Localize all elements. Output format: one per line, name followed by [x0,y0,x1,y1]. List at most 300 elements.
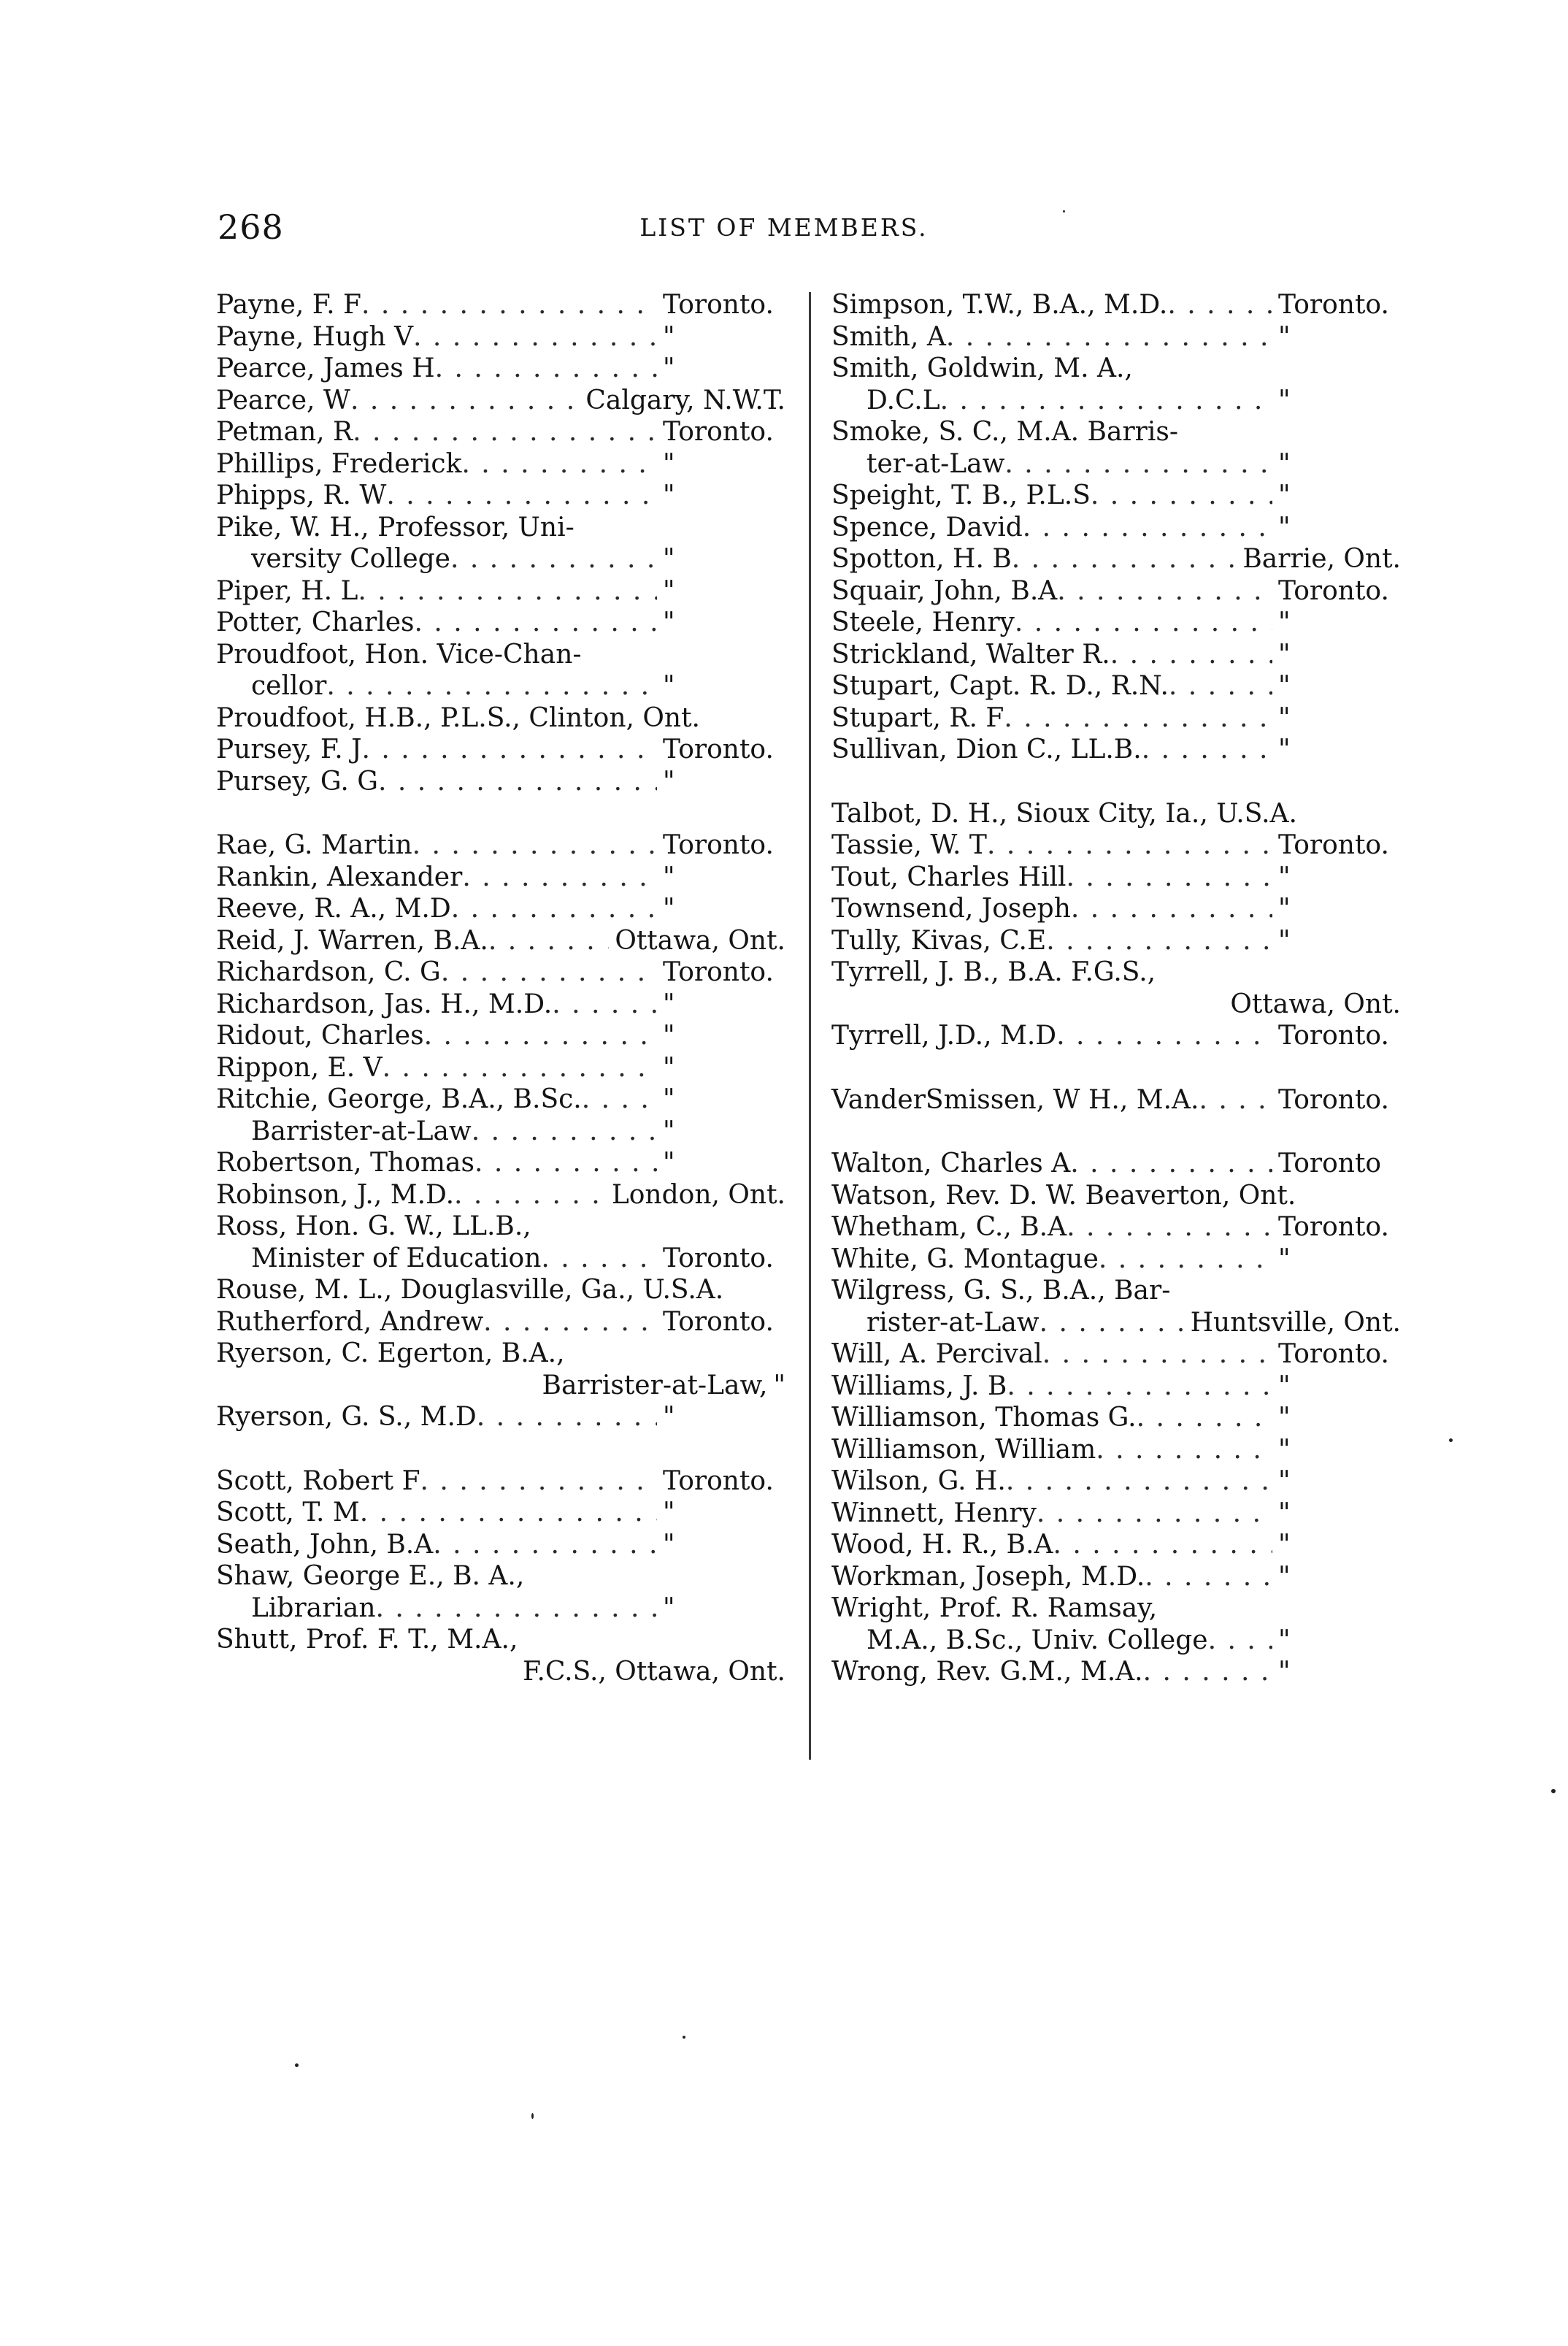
dot-leader [474,1147,657,1179]
dot-leader [376,1592,657,1625]
member-entry [831,670,1401,702]
member-name: Reeve, R. A., M.D [216,894,451,924]
member-name: Pursey, F. J [216,735,362,764]
member-entry [831,957,1401,989]
member-location: " [1278,448,1291,479]
dot-leader [1167,289,1272,321]
member-entry [831,862,1401,894]
member-location: " [663,1052,675,1083]
dot-leader [1053,1529,1272,1561]
section-gap [216,1433,785,1465]
member-entry [216,385,785,417]
dot-leader [477,1401,657,1433]
member-entry [216,1243,785,1275]
member-name: Reid, J. Warren, B.A. [216,925,488,956]
member-location: " [663,1529,675,1560]
member-location: " [1278,862,1291,892]
member-name: Tully, Kivas, C.E [831,925,1047,956]
member-name: Tassie, W. T [831,830,987,860]
member-name: cellor [251,671,327,701]
member-entry [216,1211,785,1243]
member-entry [831,1434,1401,1466]
dot-leader [1170,1275,1401,1307]
section-gap [216,797,785,829]
dot-leader [1004,448,1272,480]
member-location: " [1278,671,1291,701]
member-entry [216,766,785,798]
member-entry [831,289,1401,321]
member-entry [216,639,785,671]
dot-leader [1110,639,1272,671]
member-location: London, Ont. [611,1179,785,1210]
member-entry [216,1306,785,1338]
member-location: " [663,448,675,479]
dot-leader [518,1624,785,1656]
member-name: Steele, Henry [831,607,1015,637]
member-location: " [663,894,675,924]
member-name: Piper, H. L [216,575,358,606]
member-name: Ryerson, G. S., M.D [216,1402,477,1432]
member-name: Talbot, D. H., Sioux City, Ia., U.S.A. [831,798,1297,829]
member-name: Walton, Charles A [831,1149,1071,1178]
member-name: Wright, Prof. R. Ramsay, [831,1593,1158,1623]
members-column-left [216,289,785,1687]
scan-speck [1449,1438,1453,1442]
member-location: " [663,671,675,701]
member-name: Barrister-at-Law, [542,1370,768,1400]
dot-leader [454,1179,606,1211]
member-name: Proudfoot, Hon. Vice-Chan- [216,639,582,670]
scan-speck [1551,1789,1556,1793]
member-name: Ross, Hon. G. W., LL.B., [216,1211,531,1241]
member-entry [216,1052,785,1084]
member-entry [831,321,1401,353]
member-name: Williamson, William [831,1434,1096,1465]
dot-leader [1156,957,1401,989]
dot-leader [1296,1180,1401,1212]
member-entry [216,925,785,957]
dot-leader [1046,925,1272,957]
member-name: Payne, F. F [216,290,362,320]
member-name: Stupart, Capt. R. D., R.N. [831,671,1169,701]
member-name: Phillips, Frederick [216,448,462,479]
dot-leader [1006,1465,1272,1498]
member-entry [831,1084,1401,1116]
dot-leader [1199,1084,1272,1116]
member-name: Will, A. Percival [831,1339,1042,1369]
dot-leader [987,829,1272,862]
member-location: Toronto. [663,1465,774,1496]
dot-leader [360,1497,657,1529]
member-name: Seath, John, B.A [216,1529,434,1560]
dot-leader [1056,1020,1272,1052]
member-entry [831,353,1401,385]
member-location: " [663,1498,675,1527]
member-entry [831,1402,1401,1434]
member-name: Stupart, R. F [831,702,1004,733]
member-entry [831,385,1401,417]
member-entry [216,353,785,385]
dot-leader [386,480,657,512]
member-entry [216,1179,785,1211]
dot-leader [1039,1307,1185,1339]
members-column-right [831,289,1401,1688]
member-location: Toronto. [1278,290,1389,320]
dot-leader [1037,1498,1272,1530]
member-entry [831,639,1401,671]
member-location: " [663,766,675,797]
member-name: Barrister-at-Law [251,1116,472,1146]
dot-leader [413,321,657,353]
dot-leader [461,448,657,480]
member-entry [216,862,785,894]
dot-leader [483,1306,657,1338]
member-entry [831,989,1401,1021]
member-entry [216,734,785,766]
member-entry [831,1625,1401,1657]
member-entry [831,734,1401,766]
member-location: " [1278,1625,1291,1655]
member-location: Toronto. [1278,1339,1389,1369]
member-location: Toronto. [1278,575,1389,606]
member-location: " [663,1148,675,1178]
dot-leader [488,925,609,957]
dot-leader [946,321,1272,353]
dot-leader [582,639,785,671]
member-location: " [773,1370,785,1400]
member-location: Toronto [1278,1149,1382,1178]
member-name: D.C.L [866,385,940,415]
dot-leader [378,766,657,798]
member-location: " [663,353,675,383]
member-name: Rippon, E. V [216,1052,383,1083]
member-name: Sullivan, Dion C., LL.B. [831,735,1142,764]
dot-leader [940,385,1272,417]
member-entry [216,1338,785,1370]
dot-leader [1042,1338,1272,1371]
member-entry [216,1465,785,1498]
member-entry [831,1307,1401,1339]
member-entry [216,893,785,925]
member-location: " [1278,1466,1291,1496]
member-entry [831,1498,1401,1530]
member-entry [831,1371,1401,1403]
member-location: " [1278,1657,1291,1687]
scan-speck [1063,210,1065,212]
member-entry [831,512,1401,544]
member-entry [216,1274,785,1306]
dot-leader [1071,893,1272,925]
member-name: Rutherford, Andrew [216,1306,484,1337]
member-name: Tyrrell, J.D., M.D [831,1021,1057,1051]
member-location: " [663,862,675,892]
dot-leader [574,512,785,544]
member-entry [831,607,1401,639]
member-location: Toronto. [663,830,774,860]
member-name: Robertson, Thomas [216,1148,474,1178]
member-location: Barrie, Ont. [1242,544,1401,574]
member-name: Wrong, Rev. G.M., M.A. [831,1657,1143,1687]
member-name: Winnett, Henry [831,1498,1037,1528]
member-name: Scott, T. M [216,1498,360,1527]
member-entry [216,670,785,702]
dot-leader [1096,1434,1272,1466]
member-location: Toronto. [1278,1021,1389,1051]
dot-leader [420,1465,657,1498]
column-divider [809,292,811,1760]
member-entry [216,1370,785,1402]
dot-leader [1143,1656,1272,1688]
dot-leader [415,607,657,639]
dot-leader [450,543,657,575]
dot-leader [1297,798,1401,830]
member-location: " [1278,735,1291,764]
member-entry [216,575,785,607]
member-name: Strickland, Walter R. [831,639,1110,670]
dot-leader [1091,480,1272,512]
member-name: Minister of Education [251,1243,542,1273]
dot-leader [362,734,657,766]
member-name: Scott, Robert F [216,1465,420,1496]
member-name: Squair, John, B.A [831,575,1058,606]
dot-leader [462,862,657,894]
member-location: Toronto. [663,735,774,764]
member-name: Spence, David [831,512,1023,543]
member-name: Potter, Charles [216,607,415,637]
member-location: Ottawa, Ont. [615,925,785,956]
member-name: VanderSmissen, W H., M.A. [831,1084,1199,1115]
member-entry [831,1592,1401,1625]
member-name: Williamson, Thomas G. [831,1403,1137,1433]
dot-leader [353,416,657,448]
member-entry [831,1020,1401,1052]
member-name: rister-at-Law [866,1307,1039,1338]
member-location: " [1278,607,1291,637]
member-entry [216,989,785,1021]
member-entry [216,480,785,512]
member-name: Librarian [251,1592,376,1623]
member-entry [216,957,785,989]
member-location: " [663,1021,675,1051]
member-name: ter-at-Law [866,448,1005,479]
member-name: Phipps, R. W [216,480,387,510]
member-entry [216,1116,785,1148]
scan-speck [683,2036,685,2039]
dot-leader [1145,1561,1272,1593]
dot-leader [1012,543,1237,575]
member-name: Wood, H. R., B.A [831,1530,1053,1560]
dot-leader [451,893,657,925]
member-entry [831,575,1401,607]
member-location: " [663,607,675,637]
dot-leader [350,385,580,417]
member-entry [216,702,785,735]
member-location: " [1278,925,1291,956]
dot-leader [433,1529,657,1561]
section-gap [831,1116,1401,1148]
member-name: Ridout, Charles [216,1021,424,1051]
member-location: " [1278,1561,1291,1592]
member-location: Calgary, N.W.T. [585,385,785,415]
member-name: Rankin, Alexander [216,862,463,892]
member-name: Pearce, W [216,385,350,415]
member-name: Watson, Rev. D. W. Beaverton, Ont. [831,1180,1296,1211]
dot-leader [1133,353,1401,385]
section-gap [831,1052,1401,1084]
member-entry [831,448,1401,480]
member-name: Whetham, C., B.A [831,1212,1067,1242]
dot-leader [524,1560,785,1592]
dot-leader [552,989,657,1021]
member-entry [831,416,1401,448]
member-location: " [663,989,675,1019]
member-entry [831,1656,1401,1688]
member-name: Townsend, Joseph [831,894,1071,924]
dot-leader [1169,670,1272,702]
member-name: Wilgress, G. S., B.A., Bar- [831,1276,1171,1306]
member-location: Toronto. [663,1243,774,1273]
member-name: Rae, G. Martin [216,830,412,860]
member-name: Tout, Charles Hill [831,862,1067,892]
member-entry [831,893,1401,925]
member-entry [216,289,785,321]
scan-speck [531,2113,534,2119]
member-entry [216,1624,785,1656]
dot-leader [541,1243,657,1275]
member-entry [831,798,1401,830]
member-entry [216,1147,785,1179]
member-name: Tyrrell, J. B., B.A. F.G.S., [831,957,1156,987]
member-name: Payne, Hugh V [216,321,414,352]
dot-leader [700,702,785,735]
member-name: Smoke, S. C., M.A. Barris- [831,417,1179,447]
member-name: Richardson, Jas. H., M.D. [216,989,553,1019]
member-location: Toronto. [663,290,774,320]
member-entry [831,829,1401,862]
member-location: " [1278,1243,1291,1274]
member-entry [216,1656,785,1688]
dot-leader [531,1211,785,1243]
member-entry [216,1401,785,1433]
member-location: Huntsville, Ont. [1190,1307,1401,1338]
member-name: Richardson, C. G [216,957,441,987]
member-entry [216,1560,785,1592]
member-location: " [1278,1371,1291,1401]
member-entry [216,321,785,353]
member-name: Rouse, M. L., Douglasville, Ga., U.S.A. [216,1275,724,1305]
dot-leader [1157,1592,1401,1625]
dot-leader [1057,575,1272,607]
member-location: " [1278,1434,1291,1465]
member-name: Wilson, G. H. [831,1466,1006,1496]
dot-leader [361,289,657,321]
member-entry [216,448,785,480]
running-head: LIST OF MEMBERS. [639,213,929,242]
dot-leader [1099,1243,1272,1276]
member-location: " [663,1402,675,1432]
member-location: " [663,1592,675,1623]
member-location: " [663,1084,675,1114]
member-entry [216,1497,785,1529]
member-entry [831,702,1401,735]
member-entry [831,480,1401,512]
dot-leader [1004,702,1272,735]
member-location: Toronto. [663,417,774,447]
member-entry [216,829,785,862]
member-entry [831,1275,1401,1307]
dot-leader [723,1274,785,1306]
member-name: Robinson, J., M.D. [216,1179,455,1210]
member-name: Shutt, Prof. F. T., M.A., [216,1625,518,1655]
member-name: Speight, T. B., P.L.S [831,480,1091,510]
member-name: Pike, W. H., Professor, Uni- [216,512,574,543]
member-location: Toronto. [1278,830,1389,860]
member-entry [831,1338,1401,1371]
member-entry [216,416,785,448]
member-location: " [1278,1403,1291,1433]
dot-leader [1067,1211,1272,1243]
page-number: 268 [218,207,284,247]
member-entry [831,1529,1401,1561]
dot-leader [1023,512,1272,544]
member-location: Toronto. [1278,1084,1389,1115]
member-name: Ottawa, Ont. [1230,989,1401,1019]
member-location: " [1278,1498,1291,1528]
member-name: Smith, Goldwin, M. A., [831,353,1133,383]
member-name: Pursey, G. G [216,766,378,797]
dot-leader [441,957,657,989]
member-name: Ritchie, George, B.A., B.Sc. [216,1084,582,1114]
member-entry [831,1211,1401,1243]
member-entry [831,543,1401,575]
member-name: White, G. Montague [831,1243,1099,1274]
member-location: " [1278,480,1291,510]
dot-leader [1015,607,1272,639]
member-name: Workman, Joseph, M.D. [831,1561,1145,1592]
member-location: Toronto. [1278,1212,1389,1242]
section-gap [831,766,1401,798]
dot-leader [1137,1402,1272,1434]
dot-leader [326,670,657,702]
member-entry [216,1084,785,1116]
dot-leader [472,1116,657,1148]
dot-leader [565,1338,785,1370]
member-location: " [1278,385,1291,415]
member-entry [831,1561,1401,1593]
member-name: Smith, A [831,321,946,352]
member-location: " [1278,1530,1291,1560]
member-name: Spotton, H. B [831,544,1012,574]
member-location: " [663,480,675,510]
dot-leader [435,353,657,385]
member-name: Pearce, James H [216,353,435,383]
dot-leader [1067,862,1272,894]
member-entry [216,607,785,639]
member-location: " [1278,512,1291,543]
member-entry [216,512,785,544]
member-location: " [1278,639,1291,670]
member-location: " [1278,702,1291,733]
member-location: " [663,544,675,574]
dot-leader [383,1052,657,1084]
member-name: Petman, R [216,417,353,447]
member-name: versity College [251,544,450,574]
member-entry [216,1592,785,1625]
dot-leader [582,1084,657,1116]
scan-speck [295,2063,299,2067]
member-location: " [663,575,675,606]
member-name: M.A., B.Sc., Univ. College [866,1625,1208,1655]
